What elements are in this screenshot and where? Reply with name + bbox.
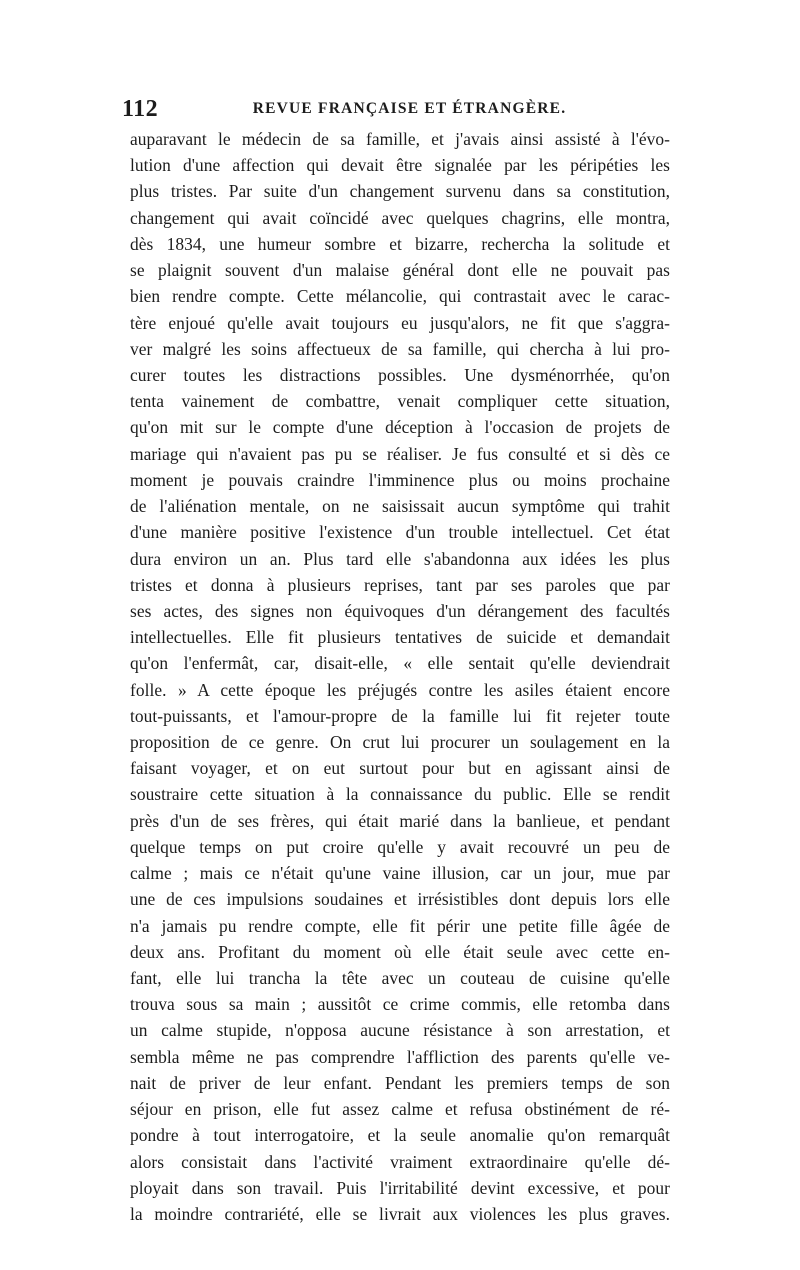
text-line: séjour en prison, elle fut assez calme et refusa obstinément de ré- <box>130 1099 670 1120</box>
body-paragraph <box>130 126 670 1227</box>
text-line: auparavant le médecin de sa famille, et j'avais ainsi assisté à l'évo- <box>130 129 670 149</box>
page-number: 112 <box>122 96 159 122</box>
journal-title: REVUE FRANÇAISE ET ÉTRANGÈRE. <box>252 100 567 117</box>
text-line: tristes et donna à plusieurs reprises, tant par ses paroles que par <box>130 574 670 595</box>
text-line: soustraire cette situation à la connaissance du public. Elle se rendit <box>130 784 670 805</box>
text-line: alors consistait dans l'activité vraiment extraordinaire qu'elle dé- <box>130 1151 670 1172</box>
text-line: la moindre contrariété, elle se livrait aux violences les plus graves. <box>130 1203 670 1224</box>
text-line: intellectuelles. Elle fit plusieurs tentatives de suicide et demandait <box>130 627 670 648</box>
text-line: faisant voyager, et on eut surtout pour but en agissant ainsi de <box>130 758 670 779</box>
text-line: qu'on l'enfermât, car, disait-elle, « elle sentait qu'elle deviendrait <box>130 653 670 674</box>
text-line: nait de priver de leur enfant. Pendant les premiers temps de son <box>130 1072 670 1093</box>
text-line: proposition de ce genre. On crut lui procurer un soulagement en la <box>130 732 670 753</box>
text-line: une de ces impulsions soudaines et irrésistibles dont depuis lors elle <box>130 889 670 910</box>
text-line: lution d'une affection qui devait être signalée par les péripéties les <box>130 155 670 176</box>
text-line: qu'on mit sur le compte d'une déception à l'occasion de projets de <box>130 417 670 438</box>
text-line: n'a jamais pu rendre compte, elle fit périr une petite fille âgée de <box>130 915 670 936</box>
text-line: trouva sous sa main ; aussitôt ce crime commis, elle retomba dans <box>130 994 670 1015</box>
text-line: folle. » A cette époque les préjugés contre les asiles étaient encore <box>130 679 670 700</box>
text-line: fant, elle lui trancha la tête avec un couteau de cuisine qu'elle <box>130 968 670 988</box>
text-line: curer toutes les distractions possibles. Une dysménorrhée, qu'on <box>130 364 670 385</box>
text-line: changement qui avait coïncidé avec quelques chagrins, elle montra, <box>130 207 670 228</box>
text-line: un calme stupide, n'opposa aucune résistance à son arrestation, et <box>130 1020 670 1041</box>
text-line: ployait dans son travail. Puis l'irritabilité devint excessive, et pour <box>130 1177 670 1198</box>
text-line: calme ; mais ce n'était qu'une vaine illusion, car un jour, mue par <box>130 863 670 884</box>
text-line: ver malgré les soins affectueux de sa famille, qui chercha à lui pro- <box>130 338 670 359</box>
text-line: d'une manière positive l'existence d'un trouble intellectuel. Cet état <box>130 522 670 543</box>
text-line: tenta vainement de combattre, venait compliquer cette situation, <box>130 391 670 412</box>
text-line: se plaignit souvent d'un malaise général dont elle ne pouvait pas <box>130 260 670 281</box>
text-line: mariage qui n'avaient pas pu se réaliser. Je fus consulté et si dès ce <box>130 443 670 464</box>
text-line: ses actes, des signes non équivoques d'un dérangement des facultés <box>130 600 670 621</box>
text-line: dura environ un an. Plus tard elle s'abandonna aux idées les plus <box>130 548 670 569</box>
text-line: pondre à tout interrogatoire, et la seule anomalie qu'on remarquât <box>130 1125 670 1146</box>
text-line: de l'aliénation mentale, on ne saisissait aucun symptôme qui trahit <box>130 496 670 517</box>
text-line: deux ans. Profitant du moment où elle était seule avec cette en- <box>130 941 670 962</box>
text-line: bien rendre compte. Cette mélancolie, qui contrastait avec le carac- <box>130 286 670 307</box>
text-line: près d'un de ses frères, qui était marié dans la banlieue, et pendant <box>130 810 670 831</box>
text-line: moment je pouvais craindre l'imminence plus ou moins prochaine <box>130 469 670 490</box>
text-line: tère enjoué qu'elle avait toujours eu jusqu'alors, ne fit que s'aggra- <box>130 312 670 333</box>
text-line: tout-puissants, et l'amour-propre de la famille lui fit rejeter toute <box>130 705 670 726</box>
text-line: plus tristes. Par suite d'un changement survenu dans sa constitution, <box>130 181 670 202</box>
text-line: dès 1834, une humeur sombre et bizarre, recherchа la solitude et <box>130 233 670 254</box>
running-head <box>122 94 667 124</box>
text-line: sembla même ne pas comprendre l'affliction des parents qu'elle ve- <box>130 1046 670 1067</box>
text-line: quelque temps on put croire qu'elle y avait recouvré un peu de <box>130 836 670 857</box>
